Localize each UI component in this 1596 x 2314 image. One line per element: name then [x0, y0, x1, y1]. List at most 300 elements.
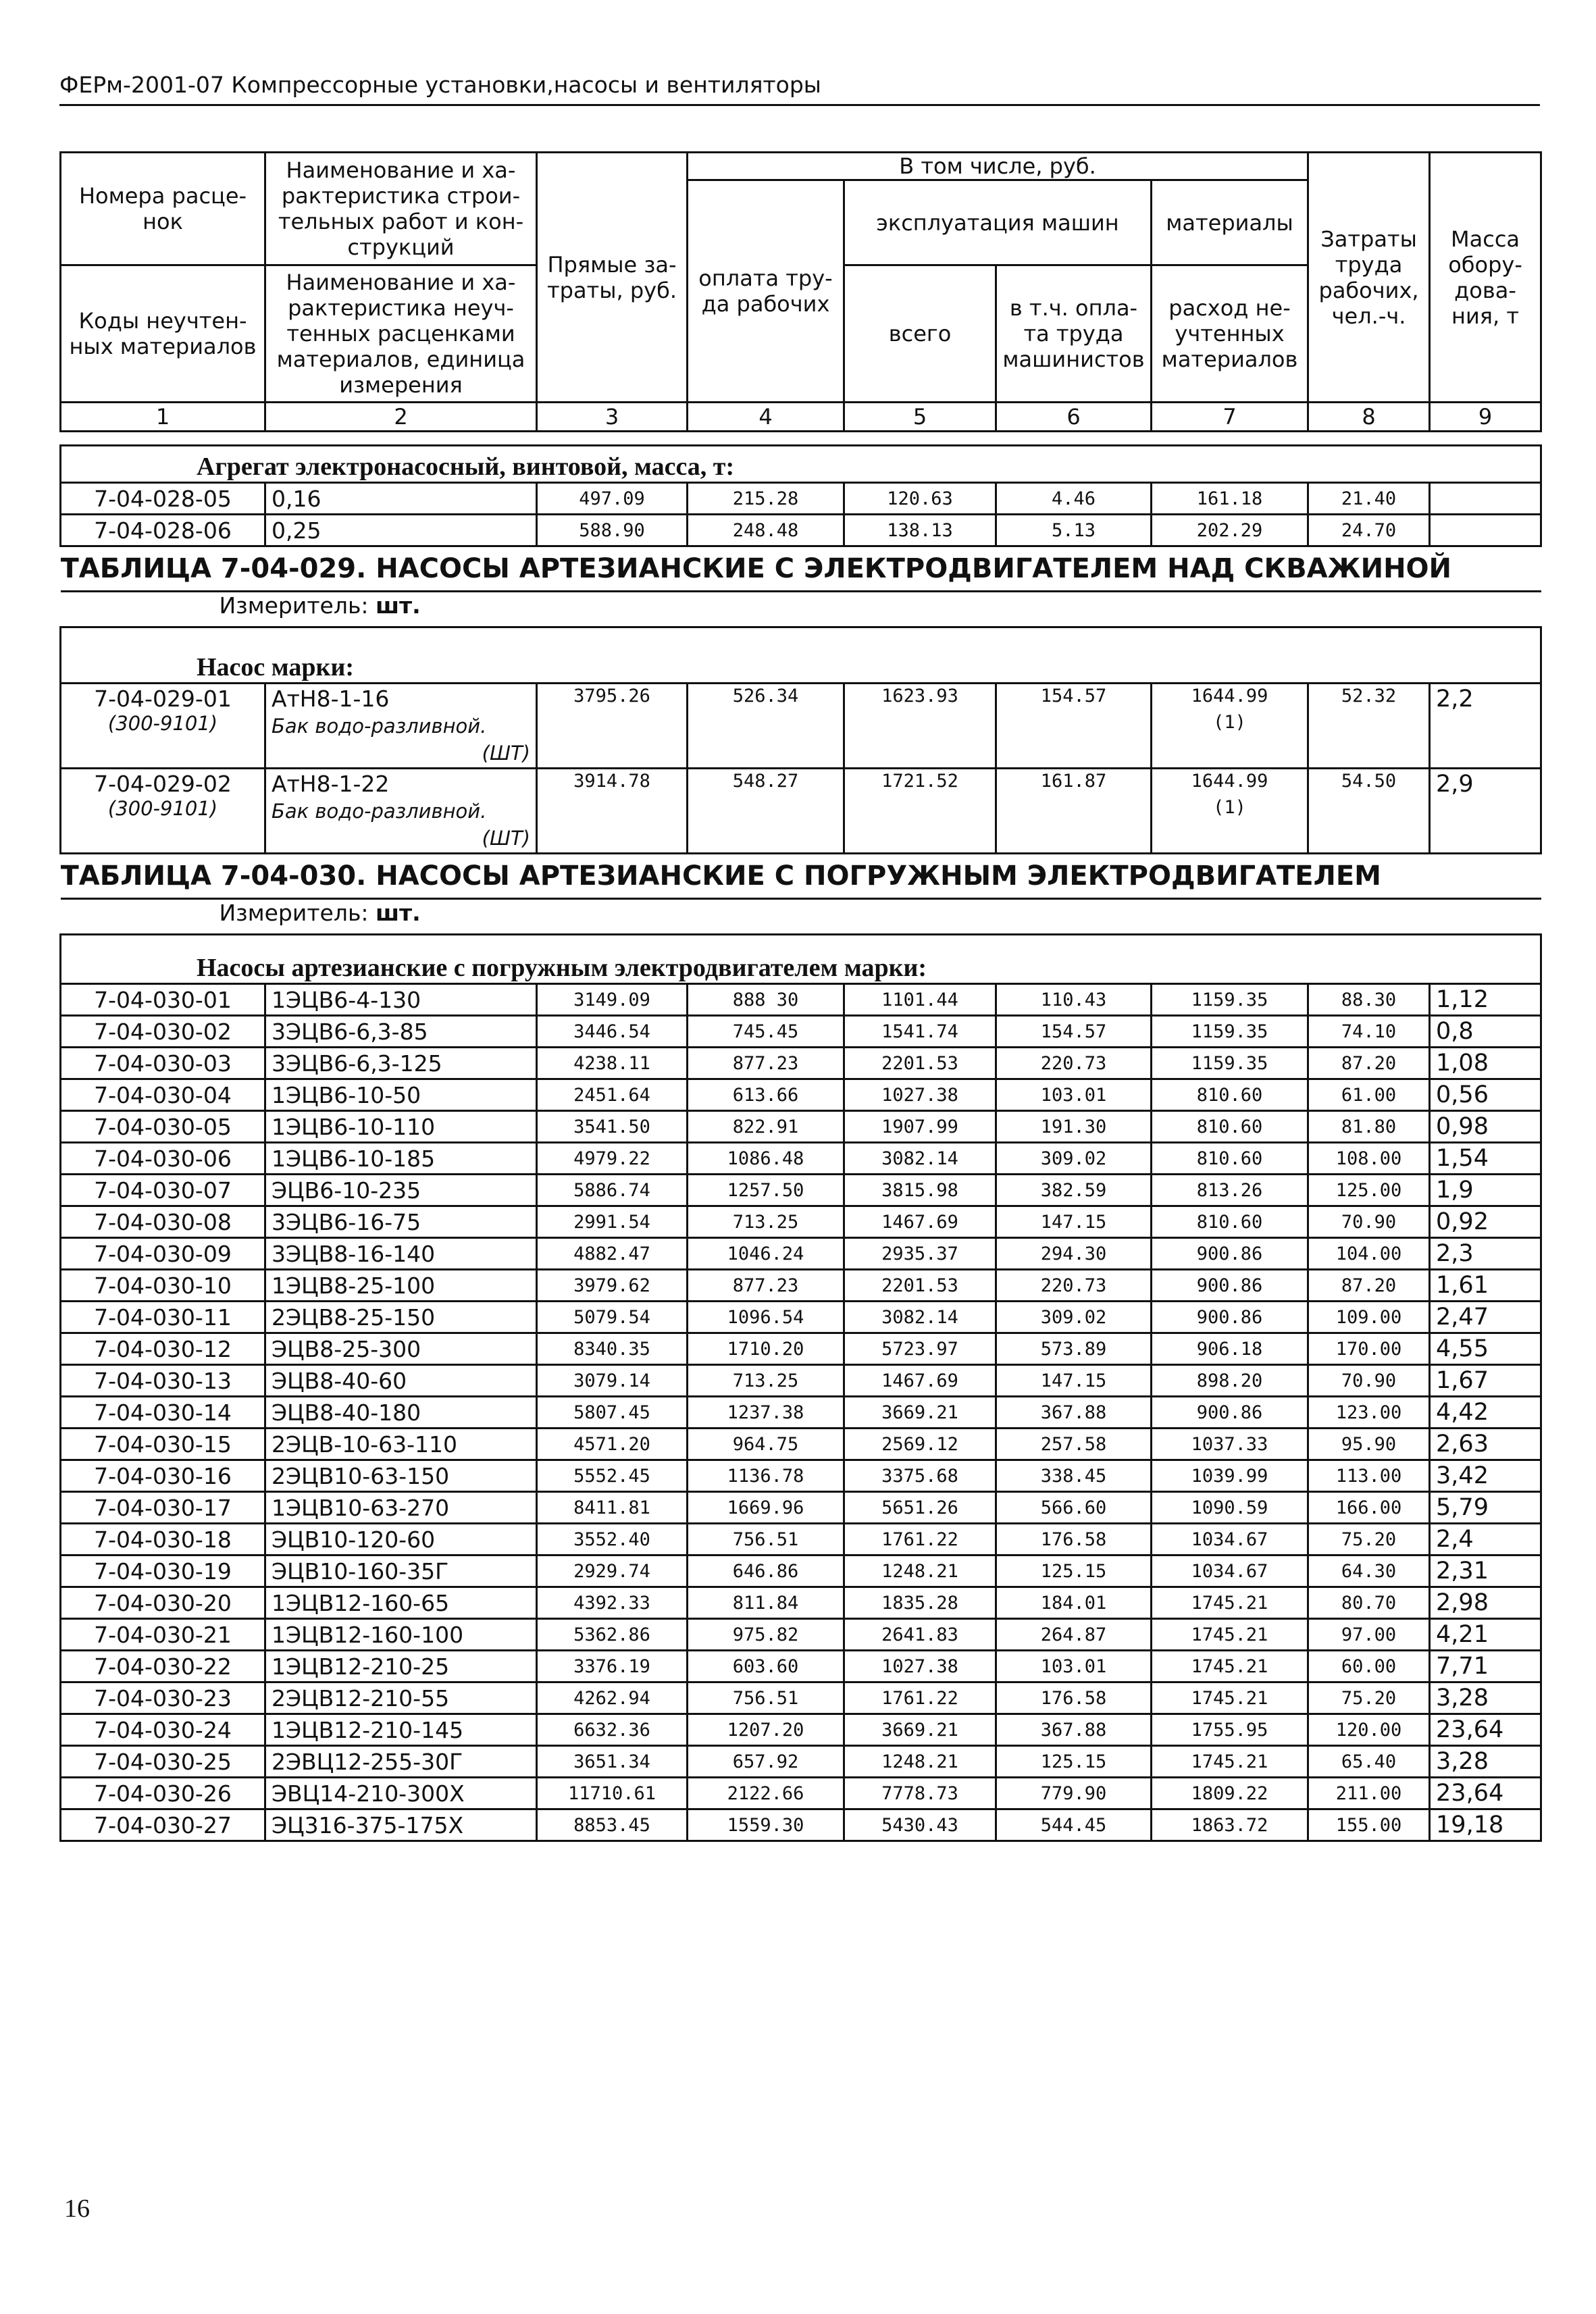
table-row — [61, 1682, 1541, 1714]
direct-costs-cell: 3541.50 — [537, 1111, 688, 1143]
machine-total-cell: 1761.22 — [844, 1524, 996, 1555]
labor-hours-cell: 211.00 — [1308, 1778, 1430, 1809]
header-material-names: Наименование и ха-рактеристика неуч-тенных расценками материалов, единица измерения — [265, 265, 537, 403]
column-number: 8 — [1308, 403, 1430, 432]
labor-hours-cell: 21.40 — [1308, 483, 1430, 515]
labor-hours-cell: 125.00 — [1308, 1175, 1430, 1206]
header-unaccounted-materials: расход не-учтенных материалов — [1152, 265, 1308, 403]
equipment-mass-cell: 0,98 — [1430, 1111, 1541, 1143]
machine-total-cell: 3669.21 — [844, 1397, 996, 1429]
table-029-measure — [61, 592, 1541, 627]
rate-code-cell: 7-04-030-27 — [61, 1809, 265, 1841]
machine-total-cell: 1101.44 — [844, 984, 996, 1016]
header-work-name: Наименование и ха-рактеристика строи-тельных работ и кон-струкций — [265, 153, 537, 265]
rate-code-cell: 7-04-030-14 — [61, 1397, 265, 1429]
equipment-mass-cell: 2,47 — [1430, 1302, 1541, 1333]
spacer — [61, 432, 1541, 446]
machinist-pay-cell: 191.30 — [996, 1111, 1152, 1143]
labor-hours-cell: 95.90 — [1308, 1429, 1430, 1460]
equipment-mass-cell: 1,61 — [1430, 1270, 1541, 1302]
page-number: 16 — [64, 2194, 90, 2223]
equipment-mass-cell: 2,98 — [1430, 1587, 1541, 1619]
rate-name-cell: 2ЭЦВ-10-63-110 — [265, 1429, 537, 1460]
equipment-mass-cell: 2,63 — [1430, 1429, 1541, 1460]
machinist-pay-cell: 176.58 — [996, 1682, 1152, 1714]
worker-pay-cell: 756.51 — [688, 1524, 844, 1555]
machinist-pay-cell: 103.01 — [996, 1651, 1152, 1682]
materials-cell: 906.18 — [1152, 1333, 1308, 1365]
machine-total-cell: 3669.21 — [844, 1714, 996, 1746]
rate-code-cell — [61, 684, 265, 769]
column-number: 3 — [537, 403, 688, 432]
equipment-mass-cell: 2,4 — [1430, 1524, 1541, 1555]
machine-total-cell: 138.13 — [844, 515, 996, 546]
header-materials: материалы — [1152, 180, 1308, 265]
rate-name-cell: ЭЦВ8-25-300 — [265, 1333, 537, 1365]
machinist-pay-cell: 573.89 — [996, 1333, 1152, 1365]
table-row — [61, 1651, 1541, 1682]
labor-hours-cell: 60.00 — [1308, 1651, 1430, 1682]
materials-cell: 813.26 — [1152, 1175, 1308, 1206]
labor-hours-cell: 104.00 — [1308, 1238, 1430, 1270]
machine-total-cell: 1027.38 — [844, 1079, 996, 1111]
labor-hours-cell: 65.40 — [1308, 1746, 1430, 1778]
materials-cell: 1039.99 — [1152, 1460, 1308, 1492]
rate-code-cell: 7-04-030-16 — [61, 1460, 265, 1492]
worker-pay-cell: 657.92 — [688, 1746, 844, 1778]
materials-cell: 1034.67 — [1152, 1555, 1308, 1587]
worker-pay-cell: 713.25 — [688, 1206, 844, 1238]
rate-name-cell: 3ЭЦВ6-6,3-125 — [265, 1048, 537, 1079]
direct-costs-cell: 3979.62 — [537, 1270, 688, 1302]
worker-pay-cell: 613.66 — [688, 1079, 844, 1111]
rate-name-cell: ЭЦВ10-160-35Г — [265, 1555, 537, 1587]
labor-hours-cell: 108.00 — [1308, 1143, 1430, 1175]
table-row — [61, 1460, 1541, 1492]
rate-code-cell: 7-04-030-20 — [61, 1587, 265, 1619]
direct-costs-cell: 4571.20 — [537, 1429, 688, 1460]
labor-hours-cell: 123.00 — [1308, 1397, 1430, 1429]
material-unit: (ШТ) — [482, 742, 530, 765]
equipment-mass-cell: 19,18 — [1430, 1809, 1541, 1841]
equipment-mass-cell: 0,92 — [1430, 1206, 1541, 1238]
table-row — [61, 483, 1541, 515]
direct-costs-cell: 5079.54 — [537, 1302, 688, 1333]
materials-cell: 1159.35 — [1152, 1016, 1308, 1048]
machine-total-cell: 1761.22 — [844, 1682, 996, 1714]
rate-code-cell: 7-04-030-21 — [61, 1619, 265, 1651]
material-code: (300-9101) — [107, 797, 218, 820]
direct-costs-cell: 3376.19 — [537, 1651, 688, 1682]
materials-cell: 1745.21 — [1152, 1746, 1308, 1778]
labor-hours-cell: 87.20 — [1308, 1270, 1430, 1302]
column-number: 1 — [61, 403, 265, 432]
equipment-mass-cell: 2,3 — [1430, 1238, 1541, 1270]
table-030-title: ТАБЛИЦА 7-04-030. НАСОСЫ АРТЕЗИАНСКИЕ С ПОГРУЖНЫМ ЭЛЕКТРОДВИГАТЕЛЕМ — [61, 854, 1541, 899]
rate-name-cell: 1ЭЦВ12-160-100 — [265, 1619, 537, 1651]
materials-cell: 810.60 — [1152, 1206, 1308, 1238]
machinist-pay-cell: 125.15 — [996, 1746, 1152, 1778]
machinist-pay-cell: 161.87 — [996, 769, 1152, 854]
direct-costs-cell: 4262.94 — [537, 1682, 688, 1714]
machinist-pay-cell: 125.15 — [996, 1555, 1152, 1587]
equipment-mass-cell: 7,71 — [1430, 1651, 1541, 1682]
direct-costs-cell: 4882.47 — [537, 1238, 688, 1270]
direct-costs-cell: 2991.54 — [537, 1206, 688, 1238]
equipment-mass-cell: 0,8 — [1430, 1016, 1541, 1048]
worker-pay-cell: 603.60 — [688, 1651, 844, 1682]
machine-total-cell: 1907.99 — [844, 1111, 996, 1143]
machine-total-cell: 2201.53 — [844, 1048, 996, 1079]
rate-name-cell: ЭЦВ8-40-180 — [265, 1397, 537, 1429]
materials-cell — [1152, 684, 1308, 769]
direct-costs-cell: 2929.74 — [537, 1555, 688, 1587]
rate-code-cell: 7-04-030-08 — [61, 1206, 265, 1238]
rate-code-cell: 7-04-030-13 — [61, 1365, 265, 1397]
worker-pay-cell: 756.51 — [688, 1682, 844, 1714]
materials-cell: 900.86 — [1152, 1238, 1308, 1270]
direct-costs-cell: 8411.81 — [537, 1492, 688, 1524]
equipment-mass-cell: 3,28 — [1430, 1746, 1541, 1778]
worker-pay-cell: 1086.48 — [688, 1143, 844, 1175]
labor-hours-cell: 109.00 — [1308, 1302, 1430, 1333]
worker-pay-cell: 646.86 — [688, 1555, 844, 1587]
rate-name-cell — [265, 684, 537, 769]
table-row — [61, 1111, 1541, 1143]
header-including-group: В том числе, руб. — [688, 153, 1308, 180]
worker-pay-cell: 975.82 — [688, 1619, 844, 1651]
rate-code-cell: 7-04-030-26 — [61, 1778, 265, 1809]
table-row — [61, 515, 1541, 546]
worker-pay-cell: 1237.38 — [688, 1397, 844, 1429]
table-row — [61, 1587, 1541, 1619]
rates-table — [59, 151, 1542, 1842]
labor-hours-cell: 74.10 — [1308, 1016, 1430, 1048]
table-row — [61, 769, 1541, 854]
machine-total-cell: 1623.93 — [844, 684, 996, 769]
labor-hours-cell: 75.20 — [1308, 1524, 1430, 1555]
worker-pay-cell: 1096.54 — [688, 1302, 844, 1333]
machine-total-cell: 3815.98 — [844, 1175, 996, 1206]
machinist-pay-cell: 264.87 — [996, 1619, 1152, 1651]
rate-name-cell: 2ЭЦВ12-210-55 — [265, 1682, 537, 1714]
machinist-pay-cell: 110.43 — [996, 984, 1152, 1016]
rate-code-cell: 7-04-028-06 — [61, 515, 265, 546]
machine-total-cell: 120.63 — [844, 483, 996, 515]
machinist-pay-cell: 257.58 — [996, 1429, 1152, 1460]
table-row — [61, 1397, 1541, 1429]
header-machine-operation: эксплуатация машин — [844, 180, 1152, 265]
machinist-pay-cell: 367.88 — [996, 1714, 1152, 1746]
rate-code-cell: 7-04-030-04 — [61, 1079, 265, 1111]
labor-hours-cell: 52.32 — [1308, 684, 1430, 769]
header-labor-hours: Затраты труда рабочих, чел.-ч. — [1308, 153, 1430, 403]
direct-costs-cell: 2451.64 — [537, 1079, 688, 1111]
column-number: 2 — [265, 403, 537, 432]
materials-cell: 1745.21 — [1152, 1682, 1308, 1714]
labor-hours-cell: 88.30 — [1308, 984, 1430, 1016]
column-number: 6 — [996, 403, 1152, 432]
materials-cell: 1745.21 — [1152, 1619, 1308, 1651]
labor-hours-cell: 61.00 — [1308, 1079, 1430, 1111]
direct-costs-cell: 5552.45 — [537, 1460, 688, 1492]
direct-costs-cell: 4392.33 — [537, 1587, 688, 1619]
materials-cell: 1745.21 — [1152, 1587, 1308, 1619]
rate-code-cell: 7-04-030-01 — [61, 984, 265, 1016]
rate-name-cell: ЭВЦ14-210-300Х — [265, 1778, 537, 1809]
machinist-pay-cell: 5.13 — [996, 515, 1152, 546]
equipment-mass-cell: 1,08 — [1430, 1048, 1541, 1079]
rate-name-cell: 1ЭЦВ12-210-145 — [265, 1714, 537, 1746]
section-title-agregat: Агрегат электронасосный, винтовой, масса, т: — [61, 446, 1541, 483]
direct-costs-cell: 8340.35 — [537, 1333, 688, 1365]
direct-costs-cell: 3079.14 — [537, 1365, 688, 1397]
table-row — [61, 1143, 1541, 1175]
labor-hours-cell: 81.80 — [1308, 1111, 1430, 1143]
table-row — [61, 1524, 1541, 1555]
rate-code-cell: 7-04-030-25 — [61, 1746, 265, 1778]
worker-pay-cell: 1207.20 — [688, 1714, 844, 1746]
rate-name-cell: 1ЭЦВ6-10-50 — [265, 1079, 537, 1111]
machinist-pay-cell: 154.57 — [996, 684, 1152, 769]
machine-total-cell: 5723.97 — [844, 1333, 996, 1365]
rate-code-cell: 7-04-030-05 — [61, 1111, 265, 1143]
machine-total-cell: 1541.74 — [844, 1016, 996, 1048]
worker-pay-cell: 745.45 — [688, 1016, 844, 1048]
labor-hours-cell: 80.70 — [1308, 1587, 1430, 1619]
equipment-mass-cell: 1,9 — [1430, 1175, 1541, 1206]
materials-cell: 1755.95 — [1152, 1714, 1308, 1746]
direct-costs-cell: 5362.86 — [537, 1619, 688, 1651]
worker-pay-cell: 1669.96 — [688, 1492, 844, 1524]
worker-pay-cell: 1136.78 — [688, 1460, 844, 1492]
materials-cell: 900.86 — [1152, 1270, 1308, 1302]
rate-name-cell: ЭЦВ6-10-235 — [265, 1175, 537, 1206]
rate-code-cell: 7-04-030-12 — [61, 1333, 265, 1365]
header-material-codes: Коды неучтен-ных материалов — [61, 265, 265, 403]
equipment-mass-cell: 0,56 — [1430, 1079, 1541, 1111]
machine-total-cell: 2201.53 — [844, 1270, 996, 1302]
materials-quantity: (1) — [1213, 712, 1246, 733]
rate-code-cell: 7-04-030-18 — [61, 1524, 265, 1555]
rate-code-cell: 7-04-030-10 — [61, 1270, 265, 1302]
machinist-pay-cell: 294.30 — [996, 1238, 1152, 1270]
worker-pay-cell: 713.25 — [688, 1365, 844, 1397]
materials-cell: 1809.22 — [1152, 1778, 1308, 1809]
worker-pay-cell: 822.91 — [688, 1111, 844, 1143]
materials-cell — [1152, 769, 1308, 854]
table-row — [61, 1555, 1541, 1587]
equipment-mass-cell: 2,31 — [1430, 1555, 1541, 1587]
materials-cell: 1159.35 — [1152, 1048, 1308, 1079]
machinist-pay-cell: 338.45 — [996, 1460, 1152, 1492]
worker-pay-cell: 877.23 — [688, 1270, 844, 1302]
rate-name-cell: 1ЭЦВ12-210-25 — [265, 1651, 537, 1682]
rate-code: 7-04-029-01 — [94, 686, 232, 712]
material-name: Бак водо-разливной. — [272, 715, 487, 738]
materials-cell: 810.60 — [1152, 1143, 1308, 1175]
equipment-mass-cell — [1430, 515, 1541, 546]
table-row — [61, 1714, 1541, 1746]
direct-costs-cell: 497.09 — [537, 483, 688, 515]
equipment-mass-cell: 1,67 — [1430, 1365, 1541, 1397]
materials-quantity: (1) — [1213, 797, 1246, 818]
machinist-pay-cell: 544.45 — [996, 1809, 1152, 1841]
materials-cell: 810.60 — [1152, 1079, 1308, 1111]
rate-code-cell: 7-04-030-06 — [61, 1143, 265, 1175]
page-header: ФЕРм-2001-07 Компрессорные установки,насосы и вентиляторы — [59, 70, 1540, 106]
rate-name-cell: 3ЭЦВ6-16-75 — [265, 1206, 537, 1238]
materials-cost: 1644.99 — [1191, 771, 1268, 792]
machine-total-cell: 1467.69 — [844, 1365, 996, 1397]
table-row — [61, 1492, 1541, 1524]
machine-total-cell: 2641.83 — [844, 1619, 996, 1651]
rate-name-cell: 2ЭЦВ8-25-150 — [265, 1302, 537, 1333]
table-row — [61, 1048, 1541, 1079]
materials-cell: 1159.35 — [1152, 984, 1308, 1016]
machinist-pay-cell: 309.02 — [996, 1143, 1152, 1175]
labor-hours-cell: 97.00 — [1308, 1619, 1430, 1651]
direct-costs-cell: 5886.74 — [537, 1175, 688, 1206]
equipment-mass-cell: 1,54 — [1430, 1143, 1541, 1175]
measure-label: Измеритель: — [219, 592, 376, 619]
rate-name-cell: 1ЭЦВ6-4-130 — [265, 984, 537, 1016]
equipment-mass-cell: 4,42 — [1430, 1397, 1541, 1429]
rate-code-cell: 7-04-030-07 — [61, 1175, 265, 1206]
direct-costs-cell: 4979.22 — [537, 1143, 688, 1175]
table-row — [61, 1365, 1541, 1397]
materials-cell: 202.29 — [1152, 515, 1308, 546]
machine-total-cell: 3082.14 — [844, 1302, 996, 1333]
column-number: 5 — [844, 403, 996, 432]
rate-name-cell: ЭЦВ10-120-60 — [265, 1524, 537, 1555]
rate-name-cell: 1ЭЦВ8-25-100 — [265, 1270, 537, 1302]
machinist-pay-cell: 309.02 — [996, 1302, 1152, 1333]
machinist-pay-cell: 176.58 — [996, 1524, 1152, 1555]
worker-pay-cell: 964.75 — [688, 1429, 844, 1460]
table-row — [61, 1079, 1541, 1111]
machine-total-cell: 1027.38 — [844, 1651, 996, 1682]
machinist-pay-cell: 220.73 — [996, 1048, 1152, 1079]
labor-hours-cell: 120.00 — [1308, 1714, 1430, 1746]
rate-code-cell: 7-04-030-24 — [61, 1714, 265, 1746]
table-row — [61, 1619, 1541, 1651]
column-number: 9 — [1430, 403, 1541, 432]
machinist-pay-cell: 367.88 — [996, 1397, 1152, 1429]
materials-cell: 1037.33 — [1152, 1429, 1308, 1460]
worker-pay-cell: 1257.50 — [688, 1175, 844, 1206]
rate-code-cell: 7-04-030-23 — [61, 1682, 265, 1714]
materials-cost: 1644.99 — [1191, 686, 1268, 706]
header-direct-costs: Прямые за-траты, руб. — [537, 153, 688, 403]
worker-pay-cell: 248.48 — [688, 515, 844, 546]
worker-pay-cell: 888 30 — [688, 984, 844, 1016]
rate-code-cell: 7-04-028-05 — [61, 483, 265, 515]
equipment-mass-cell: 2,2 — [1430, 684, 1541, 769]
materials-cell: 161.18 — [1152, 483, 1308, 515]
direct-costs-cell: 3149.09 — [537, 984, 688, 1016]
header-equipment-mass: Масса обору-дова-ния, т — [1430, 153, 1541, 403]
material-unit: (ШТ) — [482, 827, 530, 850]
machine-total-cell: 3375.68 — [844, 1460, 996, 1492]
header-rate-numbers: Номера расце-нок — [61, 153, 265, 265]
labor-hours-cell: 70.90 — [1308, 1365, 1430, 1397]
machinist-pay-cell: 147.15 — [996, 1365, 1152, 1397]
measure-unit: шт. — [376, 592, 421, 619]
labor-hours-cell: 70.90 — [1308, 1206, 1430, 1238]
header-worker-pay: оплата тру-да рабочих — [688, 180, 844, 403]
materials-cell: 898.20 — [1152, 1365, 1308, 1397]
machinist-pay-cell: 154.57 — [996, 1016, 1152, 1048]
materials-cell: 1745.21 — [1152, 1651, 1308, 1682]
worker-pay-cell: 215.28 — [688, 483, 844, 515]
table-030-measure — [61, 899, 1541, 935]
rates-table-sheet — [59, 151, 1540, 1842]
machine-total-cell: 1467.69 — [844, 1206, 996, 1238]
direct-costs-cell: 4238.11 — [537, 1048, 688, 1079]
rate-code-cell: 7-04-030-11 — [61, 1302, 265, 1333]
direct-costs-cell: 588.90 — [537, 515, 688, 546]
rate-name-cell: 0,16 — [265, 483, 537, 515]
rate-code-cell: 7-04-030-03 — [61, 1048, 265, 1079]
rate-name-cell — [265, 769, 537, 854]
direct-costs-cell: 3914.78 — [537, 769, 688, 854]
labor-hours-cell: 155.00 — [1308, 1809, 1430, 1841]
machine-total-cell: 3082.14 — [844, 1143, 996, 1175]
direct-costs-cell: 6632.36 — [537, 1714, 688, 1746]
machine-total-cell: 5651.26 — [844, 1492, 996, 1524]
table-row — [61, 684, 1541, 769]
header-machine-total: всего — [844, 265, 996, 403]
table-row — [61, 1270, 1541, 1302]
table-029-title: ТАБЛИЦА 7-04-029. НАСОСЫ АРТЕЗИАНСКИЕ С ЭЛЕКТРОДВИГАТЕЛЕМ НАД СКВАЖИНОЙ — [61, 546, 1541, 592]
machinist-pay-cell: 4.46 — [996, 483, 1152, 515]
rate-code-cell: 7-04-030-19 — [61, 1555, 265, 1587]
table-row — [61, 1333, 1541, 1365]
direct-costs-cell: 3651.34 — [537, 1746, 688, 1778]
materials-cell: 810.60 — [1152, 1111, 1308, 1143]
material-code: (300-9101) — [107, 712, 218, 735]
rate-name-cell: 2ЭЦВ10-63-150 — [265, 1460, 537, 1492]
worker-pay-cell: 1046.24 — [688, 1238, 844, 1270]
table-row — [61, 984, 1541, 1016]
rate-name-cell: 1ЭЦВ10-63-270 — [265, 1492, 537, 1524]
machinist-pay-cell: 566.60 — [996, 1492, 1152, 1524]
table-row — [61, 1302, 1541, 1333]
equipment-mass-cell: 23,64 — [1430, 1714, 1541, 1746]
measure-label: Измеритель: — [219, 900, 376, 926]
equipment-mass-cell: 4,21 — [1430, 1619, 1541, 1651]
machine-total-cell: 1721.52 — [844, 769, 996, 854]
labor-hours-cell: 166.00 — [1308, 1492, 1430, 1524]
equipment-mass-cell: 3,28 — [1430, 1682, 1541, 1714]
machine-total-cell: 1835.28 — [844, 1587, 996, 1619]
materials-cell: 1863.72 — [1152, 1809, 1308, 1841]
rate-name-cell: ЭЦВ8-40-60 — [265, 1365, 537, 1397]
direct-costs-cell: 3446.54 — [537, 1016, 688, 1048]
worker-pay-cell: 811.84 — [688, 1587, 844, 1619]
table-row — [61, 1429, 1541, 1460]
rate-name-cell: 0,25 — [265, 515, 537, 546]
equipment-mass-cell: 3,42 — [1430, 1460, 1541, 1492]
machine-total-cell: 2569.12 — [844, 1429, 996, 1460]
measure-unit: шт. — [376, 900, 421, 926]
table-row — [61, 1746, 1541, 1778]
header-machinist-pay: в т.ч. опла-та труда машинистов — [996, 265, 1152, 403]
worker-pay-cell: 1559.30 — [688, 1809, 844, 1841]
column-number: 4 — [688, 403, 844, 432]
machinist-pay-cell: 382.59 — [996, 1175, 1152, 1206]
